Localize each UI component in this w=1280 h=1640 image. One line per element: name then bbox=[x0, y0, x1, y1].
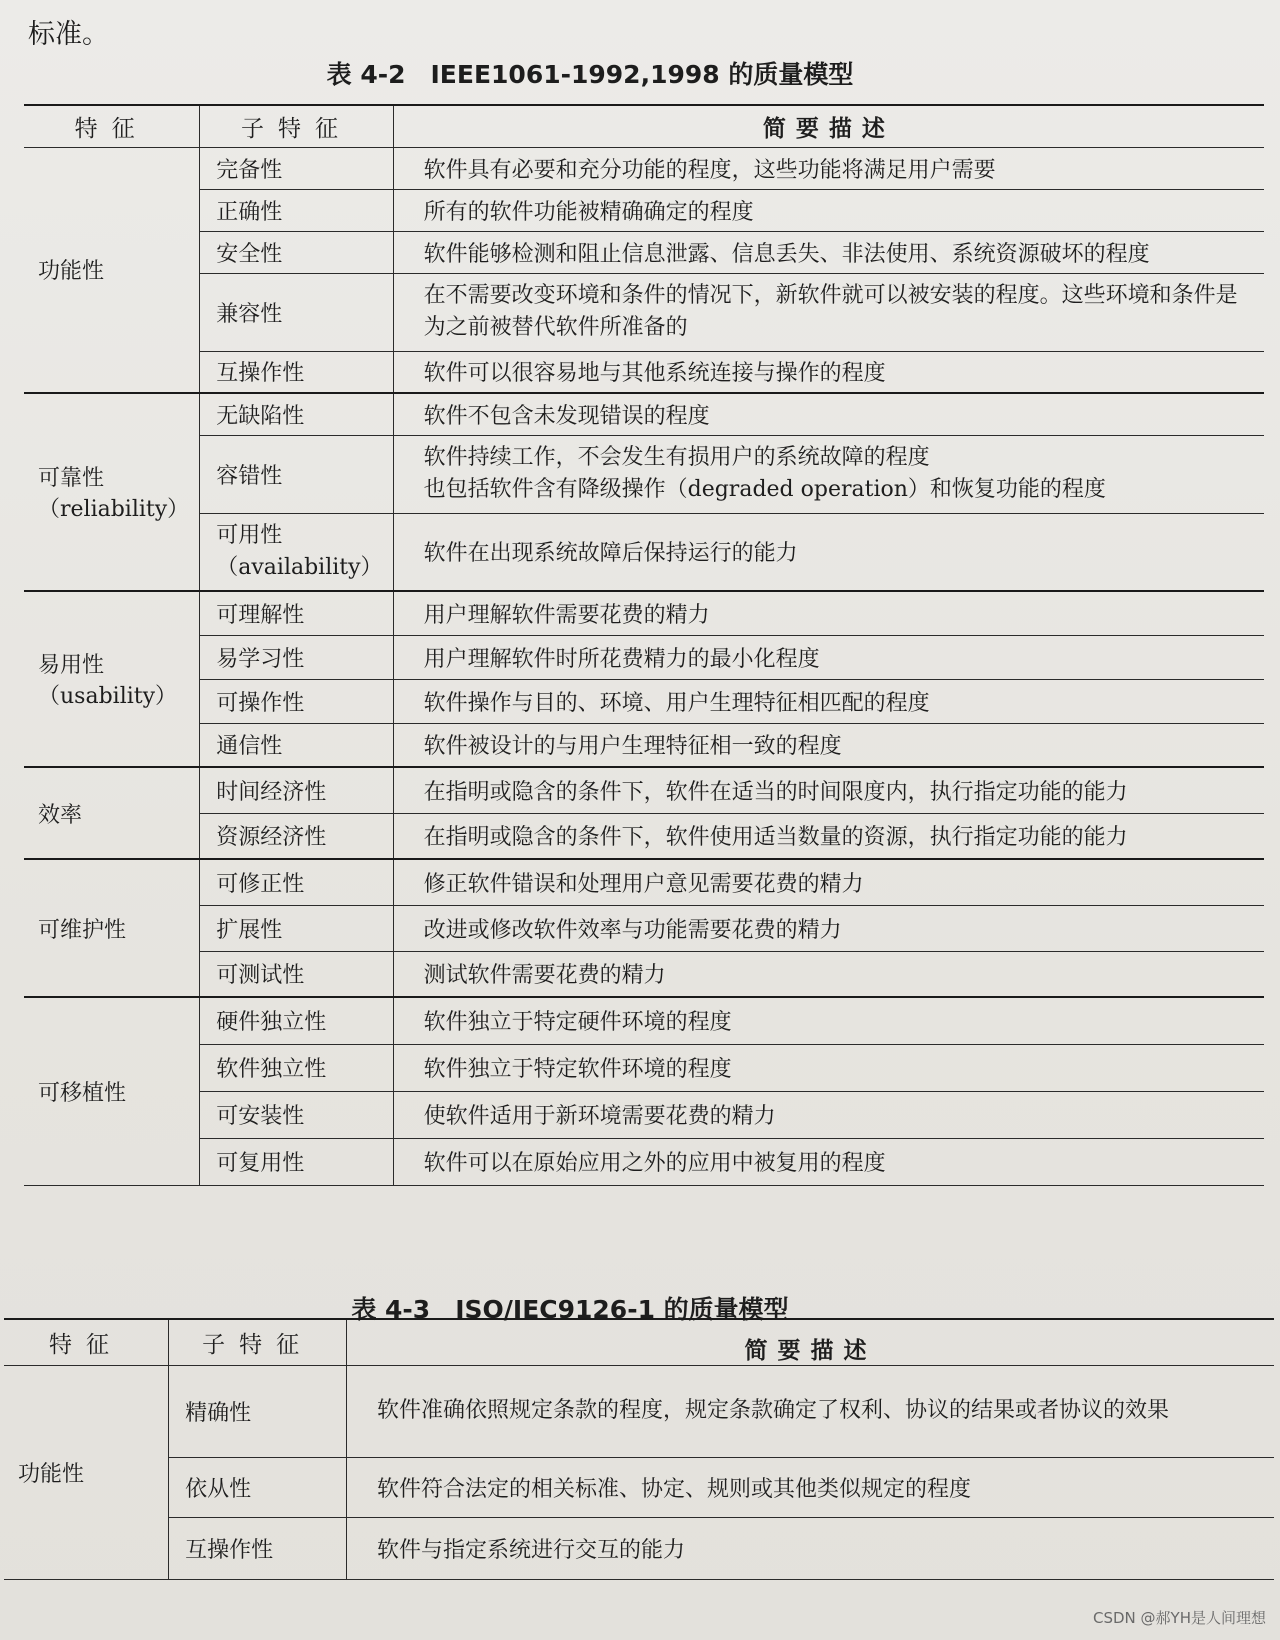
description-cell: 软件能够检测和阻止信息泄露、信息丢失、非法使用、系统资源破坏的程度 bbox=[393, 231, 1264, 273]
description-cell: 测试软件需要花费的精力 bbox=[393, 951, 1264, 997]
sub-feature-cell: 可复用性 bbox=[200, 1138, 393, 1185]
sub-feature-cell: 通信性 bbox=[200, 723, 393, 767]
feature-label: 易用性 bbox=[38, 653, 105, 678]
description-line: 软件持续工作，不会发生有损用户的系统故障的程度 bbox=[423, 445, 930, 470]
table-row bbox=[24, 997, 1264, 1044]
preceding-text: 标准。 bbox=[28, 19, 109, 50]
feature-cell: 可维护性 bbox=[24, 859, 200, 997]
sub-feature-cell: 容错性 bbox=[200, 435, 393, 513]
sub-feature-cell bbox=[200, 513, 393, 591]
watermark: CSDN @郝YH是人间理想 bbox=[1093, 1609, 1266, 1627]
table-row bbox=[24, 635, 1264, 679]
description-cell: 使软件适用于新环境需要花费的精力 bbox=[393, 1091, 1264, 1138]
description-cell: 软件与指定系统进行交互的能力 bbox=[347, 1517, 1274, 1579]
header-sub-feature: 子特征 bbox=[169, 1319, 347, 1365]
feature-cell bbox=[24, 591, 200, 767]
table-row bbox=[24, 951, 1264, 997]
table2-caption: 表 4-3 ISO/IEC9126-1 的质量模型 bbox=[351, 1295, 789, 1324]
table-row bbox=[24, 767, 1264, 813]
description-cell: 在指明或隐含的条件下，软件在适当的时间限度内，执行指定功能的能力 bbox=[393, 767, 1264, 813]
sub-feature-cell: 易学习性 bbox=[200, 635, 393, 679]
table-row bbox=[24, 189, 1264, 231]
description-cell: 软件可以很容易地与其他系统连接与操作的程度 bbox=[393, 351, 1264, 393]
sub-feature-cell: 可理解性 bbox=[200, 591, 393, 635]
sub-feature-label: 可用性 bbox=[216, 522, 283, 548]
table-row bbox=[4, 1365, 1274, 1457]
description-cell: 软件被设计的与用户生理特征相一致的程度 bbox=[393, 723, 1264, 767]
sub-feature-cell: 完备性 bbox=[200, 147, 393, 189]
feature-label-en: （usability） bbox=[38, 684, 178, 709]
header-feature: 特征 bbox=[24, 105, 200, 147]
sub-feature-cell: 互操作性 bbox=[169, 1517, 347, 1579]
feature-cell: 功能性 bbox=[4, 1365, 169, 1579]
description-line: 也包括软件含有降级操作（degraded operation）和恢复功能的程度 bbox=[423, 477, 1106, 502]
sub-feature-cell: 互操作性 bbox=[200, 351, 393, 393]
feature-cell: 效率 bbox=[24, 767, 200, 859]
table-row bbox=[24, 591, 1264, 635]
sub-feature-cell: 扩展性 bbox=[200, 905, 393, 951]
feature-cell: 功能性 bbox=[24, 147, 200, 393]
description-cell: 软件具有必要和充分功能的程度，这些功能将满足用户需要 bbox=[393, 147, 1264, 189]
description-cell: 软件独立于特定软件环境的程度 bbox=[393, 1044, 1264, 1091]
description-cell: 软件不包含未发现错误的程度 bbox=[393, 393, 1264, 435]
description-cell: 改进或修改软件效率与功能需要花费的精力 bbox=[393, 905, 1264, 951]
sub-feature-cell: 精确性 bbox=[169, 1365, 347, 1457]
table-row bbox=[24, 1138, 1264, 1185]
header-description: 简要描述 bbox=[393, 105, 1264, 147]
table-iso9126 bbox=[4, 1318, 1274, 1580]
description-cell: 软件独立于特定硬件环境的程度 bbox=[393, 997, 1264, 1044]
table-row bbox=[24, 513, 1264, 591]
description-cell: 所有的软件功能被精确确定的程度 bbox=[393, 189, 1264, 231]
description-cell: 软件准确依照规定条款的程度，规定条款确定了权利、协议的结果或者协议的效果 bbox=[347, 1365, 1274, 1457]
table-row bbox=[4, 1457, 1274, 1517]
sub-feature-cell: 正确性 bbox=[200, 189, 393, 231]
description-cell: 在不需要改变环境和条件的情况下，新软件就可以被安装的程度。这些环境和条件是为之前被替代软件所准备的 bbox=[393, 273, 1264, 351]
table1-caption: 表 4-2 IEEE1061-1992,1998 的质量模型 bbox=[326, 60, 854, 89]
table-row bbox=[24, 435, 1264, 513]
feature-cell: 可移植性 bbox=[24, 997, 200, 1185]
table-row bbox=[4, 1517, 1274, 1579]
description-cell: 软件操作与目的、环境、用户生理特征相匹配的程度 bbox=[393, 679, 1264, 723]
feature-label: 可靠性 bbox=[38, 466, 105, 491]
sub-feature-cell: 兼容性 bbox=[200, 273, 393, 351]
description-cell: 软件可以在原始应用之外的应用中被复用的程度 bbox=[393, 1138, 1264, 1185]
feature-label-en: （reliability） bbox=[38, 497, 190, 522]
header-feature: 特征 bbox=[4, 1319, 169, 1365]
description-cell: 在指明或隐含的条件下，软件使用适当数量的资源，执行指定功能的能力 bbox=[393, 813, 1264, 859]
sub-feature-cell: 硬件独立性 bbox=[200, 997, 393, 1044]
table-row bbox=[24, 1044, 1264, 1091]
table-row bbox=[24, 813, 1264, 859]
sub-feature-cell: 可测试性 bbox=[200, 951, 393, 997]
table-row bbox=[24, 1091, 1264, 1138]
table-ieee1061 bbox=[24, 104, 1264, 1186]
description-cell: 软件符合法定的相关标准、协定、规则或其他类似规定的程度 bbox=[347, 1457, 1274, 1517]
description-cell bbox=[393, 435, 1264, 513]
sub-feature-cell: 可安装性 bbox=[200, 1091, 393, 1138]
sub-feature-cell: 无缺陷性 bbox=[200, 393, 393, 435]
table-row bbox=[24, 679, 1264, 723]
table-row bbox=[24, 147, 1264, 189]
table-row bbox=[24, 393, 1264, 435]
sub-feature-cell: 软件独立性 bbox=[200, 1044, 393, 1091]
description-cell: 用户理解软件需要花费的精力 bbox=[393, 591, 1264, 635]
sub-feature-cell: 安全性 bbox=[200, 231, 393, 273]
description-cell: 软件在出现系统故障后保持运行的能力 bbox=[393, 513, 1264, 591]
table-row bbox=[24, 351, 1264, 393]
table-row bbox=[24, 723, 1264, 767]
sub-feature-cell: 可修正性 bbox=[200, 859, 393, 905]
sub-feature-cell: 时间经济性 bbox=[200, 767, 393, 813]
table-row bbox=[24, 231, 1264, 273]
table-row bbox=[24, 273, 1264, 351]
description-cell: 用户理解软件时所花费精力的最小化程度 bbox=[393, 635, 1264, 679]
table-row bbox=[24, 859, 1264, 905]
table-row bbox=[24, 905, 1264, 951]
description-cell: 修正软件错误和处理用户意见需要花费的精力 bbox=[393, 859, 1264, 905]
feature-cell bbox=[24, 393, 200, 591]
sub-feature-cell: 资源经济性 bbox=[200, 813, 393, 859]
sub-feature-cell: 依从性 bbox=[169, 1457, 347, 1517]
sub-feature-cell: 可操作性 bbox=[200, 679, 393, 723]
header-sub-feature: 子特征 bbox=[200, 105, 393, 147]
header-description: 简要描述 bbox=[347, 1319, 1274, 1365]
sub-feature-label-en: （availability） bbox=[216, 554, 383, 580]
